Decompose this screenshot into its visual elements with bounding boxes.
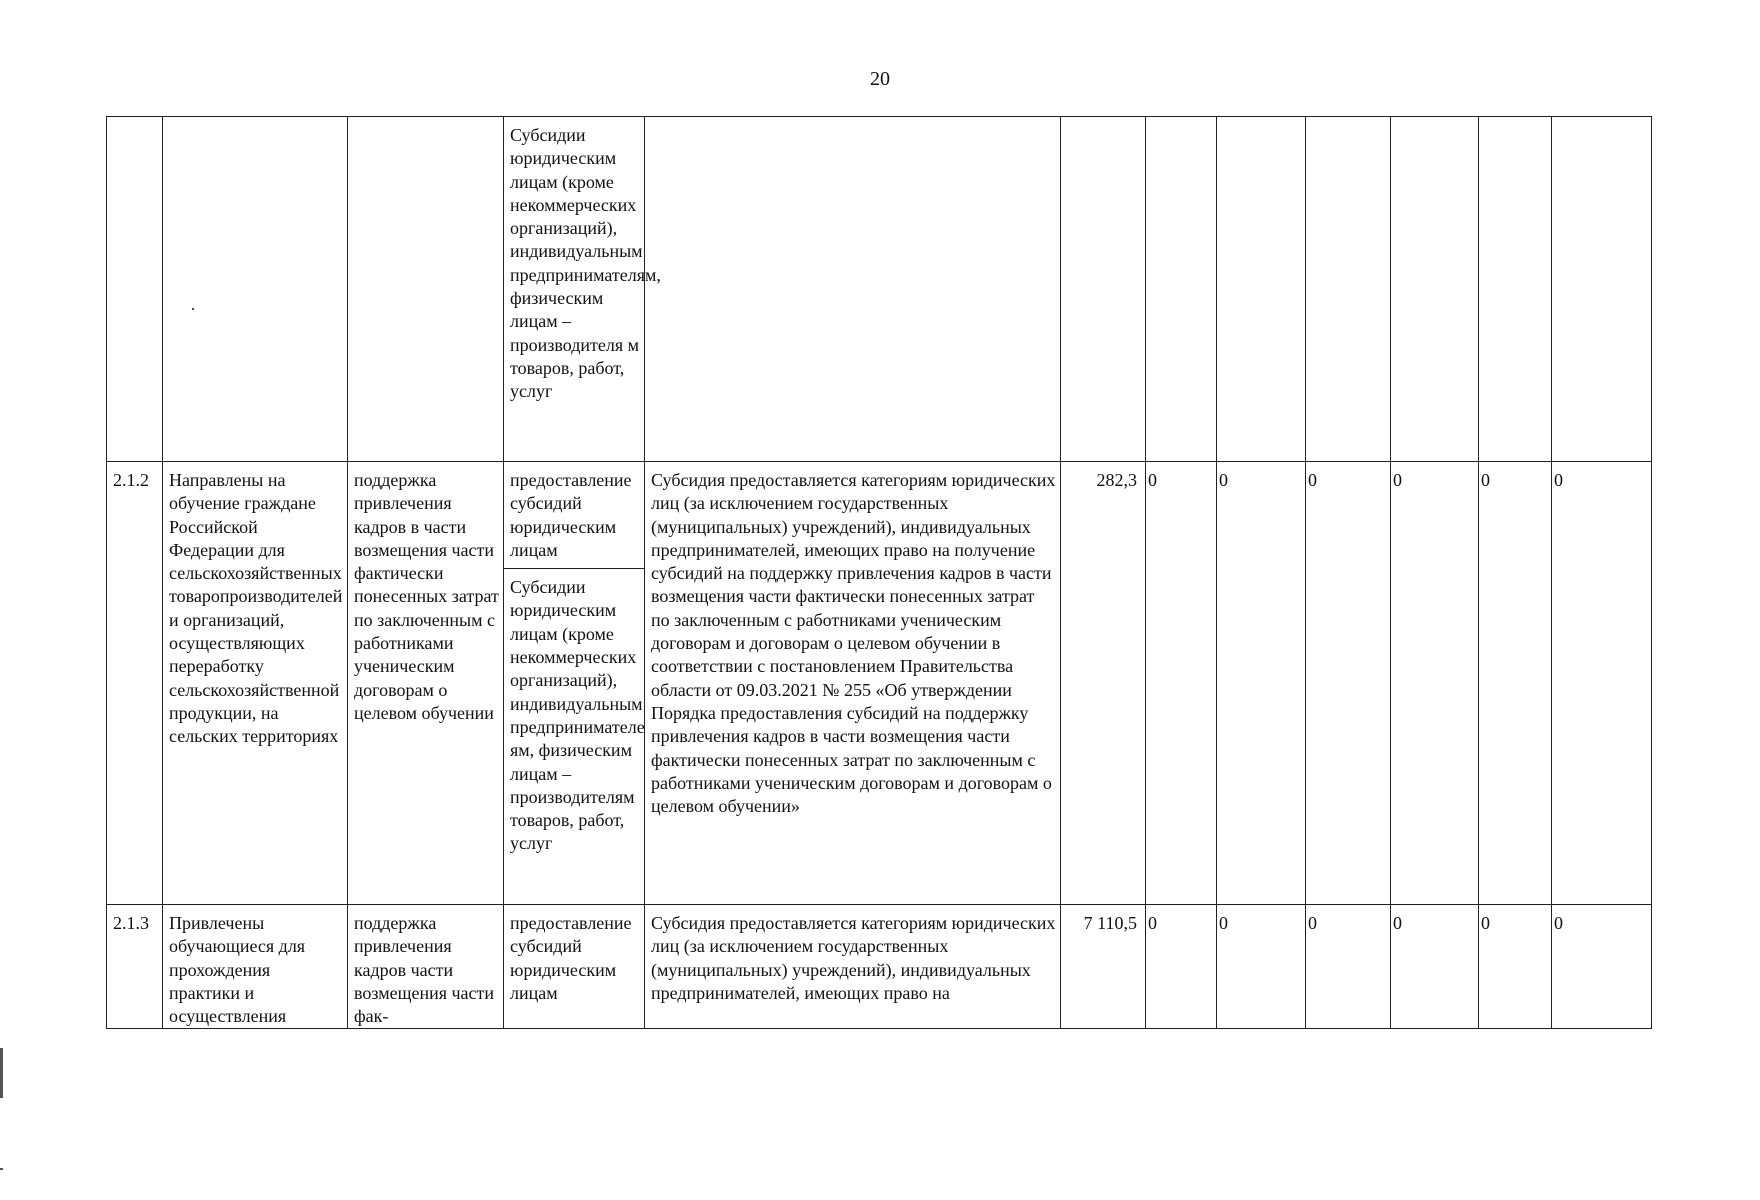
cell-zero: 0	[1552, 905, 1652, 1029]
cell-zero: 0	[1391, 905, 1479, 1029]
cell-zero: 0	[1391, 462, 1479, 905]
page-number: 20	[870, 68, 890, 90]
cell-funding-form	[504, 462, 645, 905]
cell-description: Субсидия предоставляется категориям юридических лиц (за исключением государственных (муниципальных) учреждений), индивидуальных предпринимателей, имеющих право на	[645, 905, 1061, 1029]
cell-measure: поддержка привлечения кадров в части возмещения части фактически понесенных затрат по заключенным с работниками ученическим договорам о целевом обучении	[348, 462, 504, 905]
cell-result	[163, 117, 348, 462]
cell-amount: 7 110,5	[1061, 905, 1146, 1029]
cell-description	[645, 117, 1061, 462]
cell-zero: 0	[1306, 462, 1391, 905]
cell-funding-form: предоставление субсидий юридическим лицам	[504, 905, 645, 1029]
cell-num	[107, 117, 163, 462]
cell-measure: поддержка привлечения кадров части возмещения части фак-	[348, 905, 504, 1029]
cell-zero: 0	[1217, 905, 1306, 1029]
funding-form-bottom: Субсидии юридическим лицам (кроме некоммерческих организаций), индивидуальным предпринимателе ям, физическим лицам – производителям товаров, работ, услуг	[510, 577, 645, 854]
row-number: 2.1.2	[107, 462, 163, 905]
table-row	[107, 905, 1652, 1029]
cell-zero: 0	[1306, 905, 1391, 1029]
cell-funding-form: Субсидии юридическим лицам (кроме некоммерческих организаций), индивидуальным предпринимателям, физическим лицам – производителя м товаров, работ, услуг	[504, 117, 645, 462]
margin-scan-mark	[0, 1048, 3, 1098]
cell-zero: 0	[1146, 905, 1217, 1029]
table-row-continuation	[107, 117, 1652, 462]
cell-zero	[1391, 117, 1479, 462]
row-number: 2.1.3	[107, 905, 163, 1029]
cell-zero	[1146, 117, 1217, 462]
funding-form-top: предоставление субсидий юридическим лицам	[504, 462, 644, 569]
cell-zero: 0	[1479, 462, 1552, 905]
cell-result: Привлечены обучающиеся для прохождения практики и осуществления	[163, 905, 348, 1029]
cell-zero	[1479, 117, 1552, 462]
cell-zero	[1552, 117, 1652, 462]
margin-scan-mark	[0, 1168, 3, 1170]
cell-measure	[348, 117, 504, 462]
cell-zero: 0	[1479, 905, 1552, 1029]
scan-speck	[192, 308, 194, 310]
cell-amount	[1061, 117, 1146, 462]
cell-zero	[1306, 117, 1391, 462]
cell-description: Субсидия предоставляется категориям юридических лиц (за исключением государственных (муниципальных) учреждений), индивидуальных предпринимателей, имеющих право на получение субсидий на поддержку привлечения кадров в части возмещения части фактически понесенных затрат по заключенным с работниками ученическим договорам и договорам о целевом обучении в соответствии с постановлением Правительства области от 09.03.2021 № 255 «Об утверждении Порядка предоставления субсидий на поддержку привлечения кадров в части возмещения части фактически понесенных затрат по заключенным с работниками ученическим договорам и договорам о целевом обучении»	[645, 462, 1061, 905]
cell-zero: 0	[1146, 462, 1217, 905]
cell-zero: 0	[1552, 462, 1652, 905]
cell-result: Направлены на обучение граждане Российской Федерации для сельскохозяйственных товаропроизводителей и организаций, осуществляющих переработку сельскохозяйственной продукции, на сельских территориях	[163, 462, 348, 905]
table-row	[107, 462, 1652, 905]
cell-zero	[1217, 117, 1306, 462]
cell-amount: 282,3	[1061, 462, 1146, 905]
cell-zero: 0	[1217, 462, 1306, 905]
measures-table	[106, 116, 1652, 1029]
